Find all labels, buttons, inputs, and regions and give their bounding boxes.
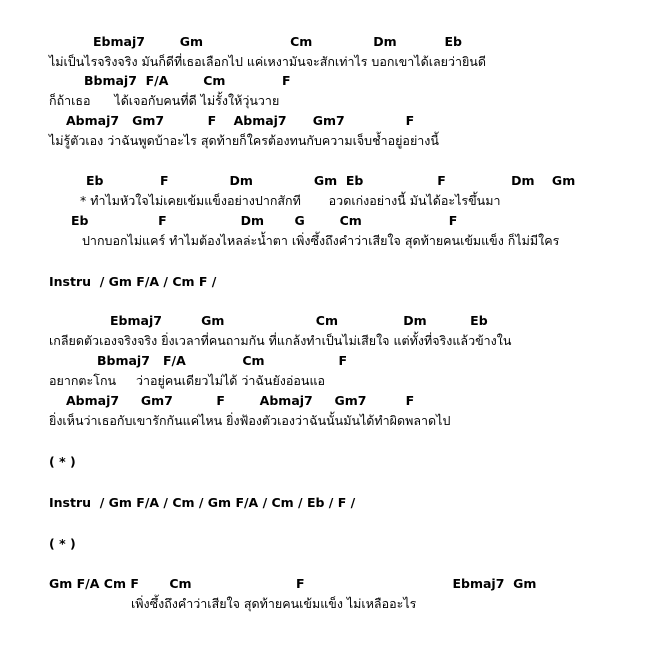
chord-line: Gm F/A Cm F Cm F Ebmaj7 Gm: [49, 576, 537, 591]
lyric-line: เพิ่งซึ้งถึงคำว่าเสียใจ สุดท้ายคนเข้มแข็ง ไม่เหลืออะไร: [131, 596, 417, 611]
chord-line: Eb F Dm Gm Eb F Dm Gm: [86, 173, 576, 188]
lyric-line: เกลียดตัวเองจริงจริง ยิ่งเวลาที่คนถามกัน ที่แกล้งทำเป็นไม่เสียใจ แต่ทั้งที่จริงแล้วข้างใน: [49, 333, 512, 348]
lyric-line: อยากตะโกน ว่าอยู่คนเดียวไม่ได้ ว่าฉันยังอ่อนแอ: [49, 373, 326, 388]
chord-line: Bbmaj7 F/A Cm F: [97, 353, 348, 368]
lyric-line: ยิ่งเห็นว่าเธอกับเขารักกันแค่ไหน ยิ่งฟ้องตัวเองว่าฉันนั้นมันได้ทำผิดพลาดไป: [49, 413, 451, 428]
chord-line: Ebmaj7 Gm Cm Dm Eb: [110, 313, 488, 328]
lyric-line: ไม่รู้ตัวเอง ว่าฉันพูดบ้าอะไร สุดท้ายก็ใครต้องทนกับความเจ็บช้ำอยู่อย่างนี้: [49, 133, 439, 148]
lyric-line: ปากบอกไม่แคร์ ทำไมต้องไหลล่ะน้ำตา เพิ่งซึ้งถึงคำว่าเสียใจ สุดท้ายคนเข้มแข็ง ก็ไม่มีใคร: [82, 233, 560, 248]
lyric-line: ก็ถ้าเธอ ได้เจอกับคนที่ดี ไม่รั้งให้วุ่นวาย: [49, 93, 280, 108]
lyric-line: * ทำไมหัวใจไม่เคยเข้มแข็งอย่างปากสักที อวดเก่งอย่างนี้ มันได้อะไรขึ้นมา: [80, 193, 501, 208]
chord-line: Eb F Dm G Cm F: [71, 213, 458, 228]
instrumental-line: Instru / Gm F/A / Cm / Gm F/A / Cm / Eb / F /: [49, 495, 356, 510]
chord-line: Ebmaj7 Gm Cm Dm Eb: [93, 34, 462, 49]
chord-line: Abmaj7 Gm7 F Abmaj7 Gm7 F: [66, 393, 415, 408]
instrumental-line: Instru / Gm F/A / Cm F /: [49, 274, 217, 289]
chorus-repeat-marker: ( * ): [49, 536, 76, 551]
chord-line: Bbmaj7 F/A Cm F: [84, 73, 291, 88]
lyric-line: ไม่เป็นไรจริงจริง มันก็ดีที่เธอเลือกไป แค่เหงามันจะสักเท่าไร บอกเขาได้เลยว่ายินดี: [49, 54, 486, 69]
chord-line: Abmaj7 Gm7 F Abmaj7 Gm7 F: [66, 113, 415, 128]
chorus-repeat-marker: ( * ): [49, 454, 76, 469]
